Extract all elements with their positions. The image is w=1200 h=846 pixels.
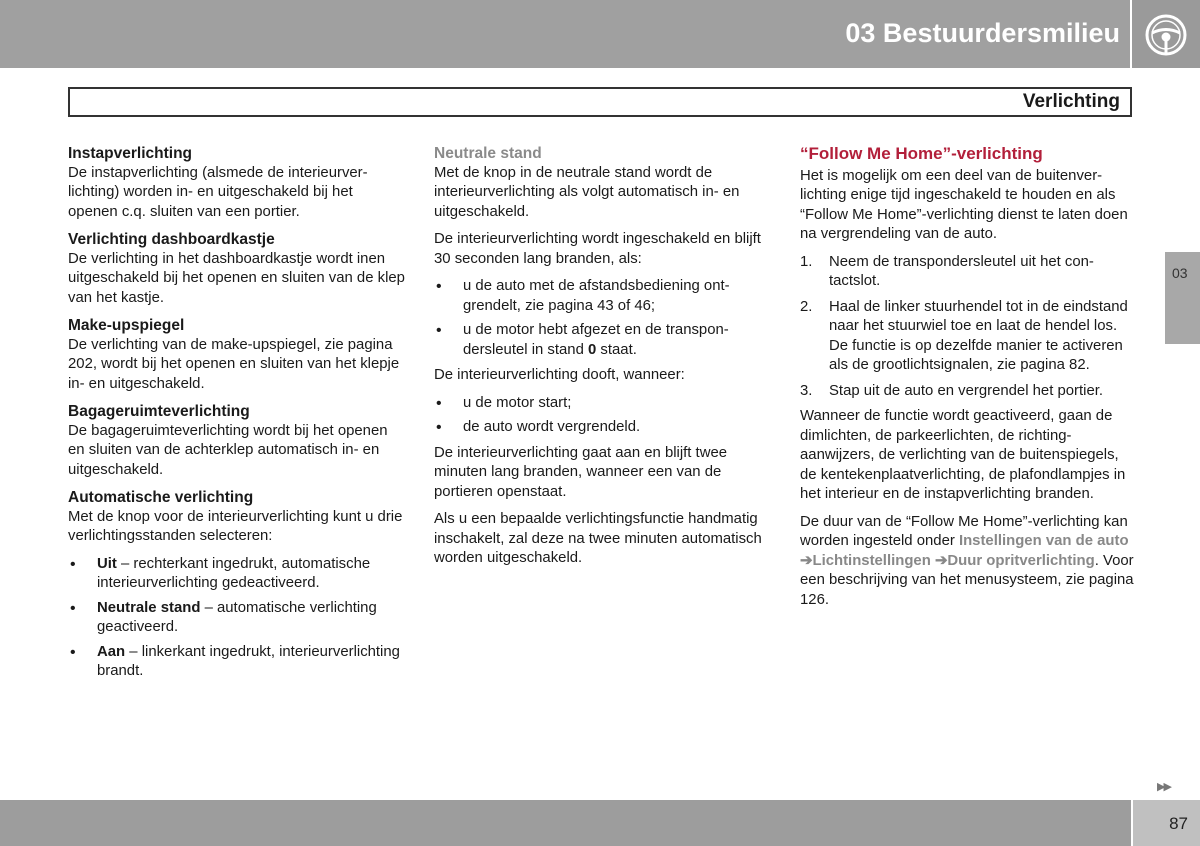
heading-follow-me-home: “Follow Me Home”-verlichting	[800, 144, 1043, 163]
list-item: • u de auto met de afstandsbediening ontgrendelt, zie pagina 43 of 46;	[434, 277, 772, 316]
chapter-header	[0, 0, 1130, 68]
menu-path: Lichtinstellingen	[812, 552, 931, 569]
list-item: • u de motor hebt afgezet en de transpondersleutel in stand 0 staat.	[434, 321, 772, 360]
bullet-list	[68, 555, 406, 682]
bullet-list	[434, 277, 772, 360]
paragraph: De duur van de “Follow Me Home”-verlichting kan worden ingesteld onder Instellingen van de auto ➔Lichtinstellingen ➔Duur opritverlichting. Voor een beschrijving van het menusysteem, zie pagina 126.	[800, 513, 1134, 608]
list-item: • Uit – rechterkant ingedrukt, automatische interieurverlichting gedeactiveerd.	[68, 555, 406, 594]
menu-path: Instellingen van de auto	[958, 533, 1129, 549]
paragraph: De verlichting in het dashboardkastje wordt inen uitgeschakeld bij het openen en sluiten van de klep van het kastje.	[68, 250, 405, 306]
arrow-right-icon: ➔	[800, 552, 813, 569]
footer-bar	[0, 800, 1131, 846]
column-left	[68, 144, 406, 688]
heading-bagageruimte: Bagageruimteverlichting	[68, 403, 250, 420]
chapter-side-tab	[1165, 252, 1200, 344]
list-item: 3. Stap uit de auto en vergrendel het portier.	[800, 382, 1104, 399]
paragraph: Met de knop in de neutrale stand wordt de interieurverlichting als volgt automatisch in- en uitgeschakeld.	[434, 164, 740, 220]
heading-make-upspiegel: Make-upspiegel	[68, 317, 185, 334]
chapter-icon-box	[1132, 0, 1200, 68]
list-item: • Neutrale stand – automatische verlichting geactiveerd.	[68, 599, 406, 638]
paragraph: Wanneer de functie wordt geactiveerd, gaan de dimlichten, de parkeerlichten, de richtingaanwijzers, de verlichting van de buitenspiegels, de kentekenplaatverlichting, de plafondlampjes in het interieur en de instapverlichting branden.	[800, 408, 1126, 502]
list-item: • Aan – linkerkant ingedrukt, interieurverlichting brandt.	[68, 643, 406, 682]
heading-instapverlichting: Instapverlichting	[68, 145, 193, 162]
section-title: Verlichting	[1022, 91, 1120, 112]
heading-automatische-verlichting: Automatische verlichting	[68, 489, 254, 506]
section-header	[68, 87, 1132, 117]
paragraph: De verlichting van de make-upspiegel, zie pagina 202, wordt bij het openen en sluiten van het klepje in- en uitgeschakeld.	[68, 336, 400, 392]
numbered-list	[800, 253, 1138, 402]
paragraph: Het is mogelijk om een deel van de buitenverlichting enige tijd ingeschakeld te houden en als “Follow Me Home”-verlichting dienst te laten doen na vergrendeling van de auto.	[800, 167, 1128, 242]
chapter-title: 03 Bestuurdersmilieu	[845, 18, 1120, 48]
column-right	[800, 144, 1138, 618]
bullet-list	[434, 394, 772, 438]
paragraph: De instapverlichting (alsmede de interieurverlichting) worden in- en uitgeschakeld bij het openen c.q. sluiten van een portier.	[68, 164, 368, 220]
paragraph: De interieurverlichting gaat aan en blijft twee minuten lang branden, wanneer een van de portieren openstaat.	[434, 444, 728, 500]
paragraph: De interieurverlichting dooft, wanneer:	[434, 367, 685, 383]
list-item: • de auto wordt vergrendeld.	[434, 418, 772, 438]
paragraph: Met de knop voor de interieurverlichting kunt u drie verlichtingsstanden selecteren:	[68, 508, 403, 544]
heading-neutrale-stand: Neutrale stand	[434, 145, 542, 162]
heading-dashboardkastje: Verlichting dashboardkastje	[68, 231, 275, 248]
paragraph: Als u een bepaalde verlichtingsfunctie handmatig inschakelt, zal deze na twee minuten automatisch worden uitgeschakeld.	[434, 511, 762, 566]
page-number-box	[1133, 800, 1200, 846]
page-number: 87	[1169, 814, 1188, 833]
list-item: • u de motor start;	[434, 394, 772, 414]
list-item: 2. Haal de linker stuurhendel tot in de eindstand naar het stuurwiel toe en laat de hendel los. De functie is op dezelfde manier te activeren als de grootlichtsignalen, zie pagina 82.	[800, 298, 1128, 373]
menu-path: Duur opritverlichting	[947, 552, 1095, 569]
paragraph: De bagageruimteverlichting wordt bij het openen en sluiten van de achterklep automatisch in- en uitgeschakeld.	[68, 422, 388, 478]
column-middle	[434, 144, 772, 577]
double-arrow-right-icon: ▶▶	[1157, 781, 1170, 793]
list-item: 1. Neem de transpondersleutel uit het contactslot.	[800, 253, 1094, 289]
side-tab-label: 03	[1172, 265, 1188, 281]
steering-wheel-icon	[1144, 13, 1188, 57]
arrow-right-icon: ➔	[934, 552, 948, 569]
paragraph: De interieurverlichting wordt ingeschakeld en blijft 30 seconden lang branden, als:	[434, 231, 761, 267]
